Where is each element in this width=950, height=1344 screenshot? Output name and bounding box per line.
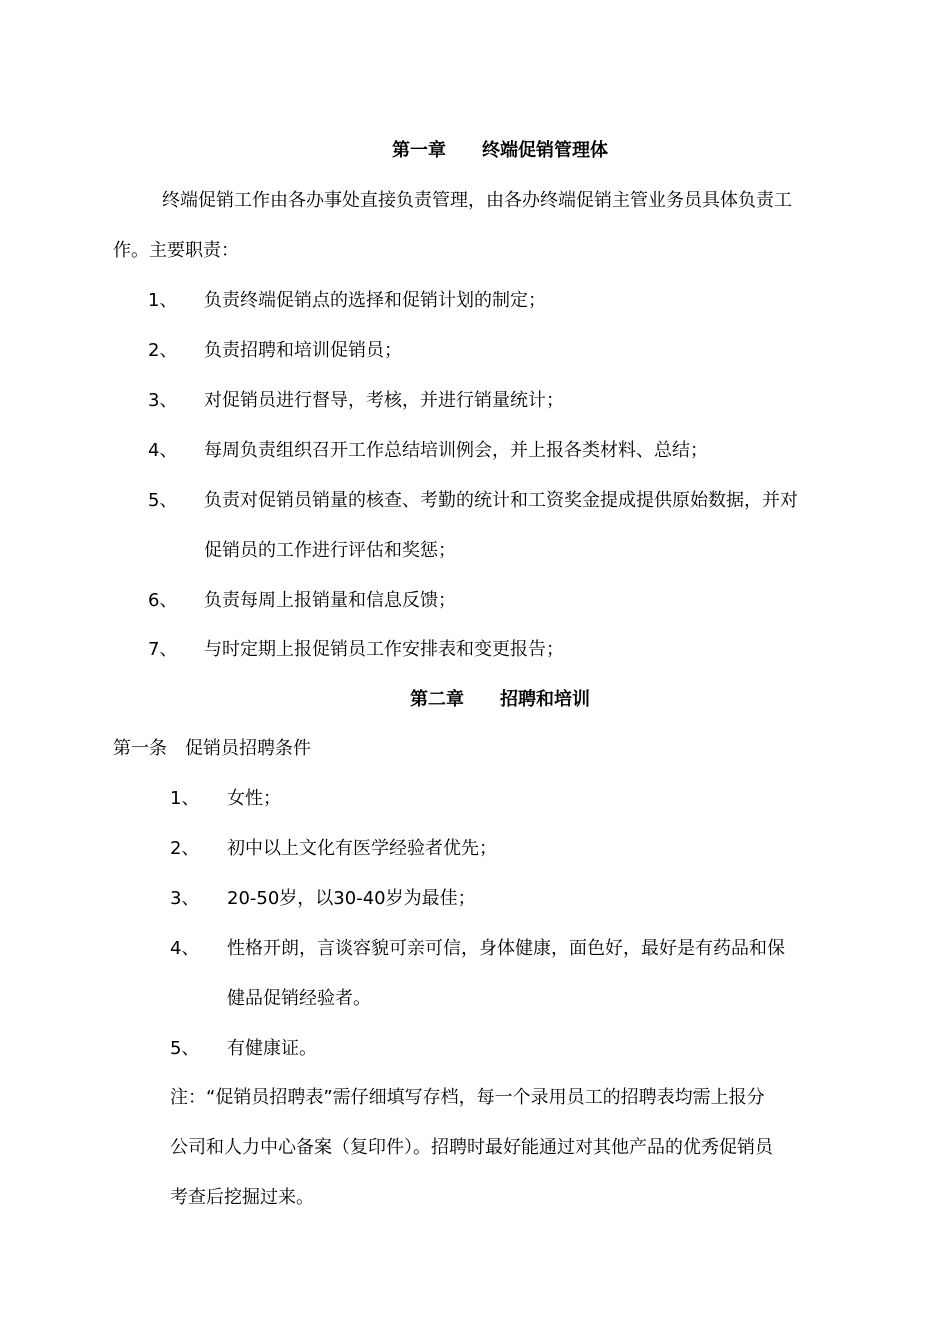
- requirement-item-number: 2、: [170, 838, 200, 859]
- requirement-item-text: 初中以上文化有医学经验者优先；: [227, 838, 497, 859]
- chapter-2-title: 第二章 招聘和培训: [410, 689, 590, 710]
- duty-item-text: 与时定期上报促销员工作安排表和变更报告；: [204, 639, 564, 660]
- duty-item-text: 每周负责组织召开工作总结培训例会，并上报各类材料、总结；: [204, 440, 708, 461]
- duty-item-text-continued: 促销员的工作进行评估和奖惩；: [204, 540, 456, 561]
- duty-item-number: 2、: [148, 340, 178, 361]
- duty-item-text: 负责招聘和培训促销员；: [204, 340, 402, 361]
- requirement-item-number: 4、: [170, 938, 200, 959]
- duty-item-text: 负责终端促销点的选择和促销计划的制定；: [204, 290, 546, 311]
- intro-paragraph-line-1: 终端促销工作由各办事处直接负责管理，由各办终端促销主管业务员具体负责工: [162, 190, 792, 211]
- requirement-item-number: 3、: [170, 888, 200, 909]
- duty-item-number: 3、: [148, 390, 178, 411]
- duty-item-number: 1、: [148, 290, 178, 311]
- requirement-item-text: 20-50岁，以30-40岁为最佳；: [227, 888, 476, 909]
- requirement-item-text: 女性；: [227, 788, 281, 809]
- duty-item-number: 7、: [148, 639, 178, 660]
- note-line-2: 公司和人力中心备案（复印件）。招聘时最好能通过对其他产品的优秀促销员: [170, 1137, 773, 1158]
- requirement-item-number: 5、: [170, 1038, 200, 1059]
- requirement-item-text: 性格开朗，言谈容貌可亲可信，身体健康，面色好，最好是有药品和保: [227, 938, 785, 959]
- note-line-1: 注：“促销员招聘表”需仔细填写存档，每一个录用员工的招聘表均需上报分: [170, 1087, 765, 1108]
- duty-item-text: 对促销员进行督导，考核，并进行销量统计；: [204, 390, 564, 411]
- chapter-1-title: 第一章 终端促销管理体: [392, 140, 608, 161]
- duty-item-number: 4、: [148, 440, 178, 461]
- requirement-item-text-continued: 健品促销经验者。: [227, 988, 371, 1009]
- requirement-item-number: 1、: [170, 788, 200, 809]
- requirement-item-text: 有健康证。: [227, 1038, 317, 1059]
- article-1-heading: 第一条 促销员招聘条件: [113, 738, 311, 759]
- intro-paragraph-line-2: 作。主要职责：: [113, 240, 239, 261]
- duty-item-number: 6、: [148, 590, 178, 611]
- duty-item-text: 负责每周上报销量和信息反馈；: [204, 590, 456, 611]
- duty-item-text: 负责对促销员销量的核查、考勤的统计和工资奖金提成提供原始数据，并对: [204, 490, 798, 511]
- note-line-3: 考查后挖掘过来。: [170, 1187, 314, 1208]
- duty-item-number: 5、: [148, 490, 178, 511]
